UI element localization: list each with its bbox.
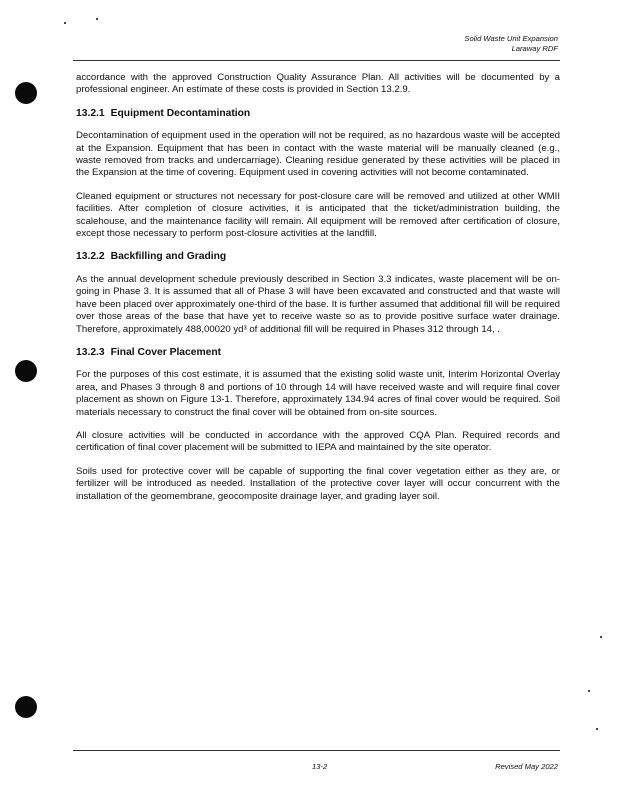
scan-speck: [64, 22, 66, 24]
scan-speck: [596, 728, 598, 730]
section-heading-13-2-2: [76, 251, 560, 263]
header-rule: [73, 60, 560, 61]
paragraph: All closure activities will be conducted in accordance with the approved CQA Plan. Required records and certification of final cover placement will be submitted to IEPA and maintained by the site operator.: [76, 429, 560, 454]
section-title: Backfilling and Grading: [110, 251, 227, 263]
paragraph: Decontamination of equipment used in the operation will not be required, as no hazardous waste will be accepted at the Expansion. Equipment that has been in contact with the waste material will be manually cleaned (e.g., waste removed from tracks and undercarriage). Cleaning residue generated by these activities will be placed in the Expansion at the time of covering. Equipment used in covering activities will not become contaminated.: [76, 130, 560, 179]
page-number: 13-2: [312, 762, 328, 771]
punch-hole-middle: [15, 360, 37, 382]
section-heading-13-2-3: [76, 347, 560, 359]
running-header: [464, 34, 558, 54]
punch-hole-bottom: [15, 696, 37, 718]
section-title: Final Cover Placement: [110, 346, 222, 358]
punch-hole-top: [15, 82, 37, 104]
section-number: 13.2.1: [76, 107, 105, 119]
paragraph: As the annual development schedule previously described in Section 3.3 indicates, waste placement will be on-going in Phase 3. It is assumed that all of Phase 3 will have been excavated and constructed and that waste will have been placed over approximately one-third of the base. It is further assumed that additional fill will be required over those areas of the base that have yet to receive waste so as to provide positive surface water drainage. Therefore, approximately 488,00020 yd³ of additional fill will be required in Phases 312 through 14, .: [76, 273, 560, 335]
intro-paragraph: accordance with the approved Construction Quality Assurance Plan. All activities will be documented by a professional engineer. An estimate of these costs is provided in Section 13.2.9.: [76, 72, 560, 96]
footer-rule: [73, 750, 560, 751]
paragraph: For the purposes of this cost estimate, it is assumed that the existing solid waste unit, Interim Horizontal Overlay area, and Phases 3 through 8 and portions of 10 through 14 will have received waste and will require final cover placement as shown on Figure 13-1. Therefore, approximately 134.94 acres of final cover would be required. Soil materials necessary to construct the final cover will be obtained from on-site sources.: [76, 369, 560, 418]
header-line-2: Laraway RDF: [511, 44, 558, 53]
section-title: Equipment Decontamination: [110, 107, 251, 119]
scan-speck: [600, 636, 602, 638]
paragraph: Cleaned equipment or structures not necessary for post-closure care will be removed and utilized at other WMII facilities. After completion of closure activities, it is anticipated that the ticket/administration building, the scalehouse, and the maintenance facility will remain. All equipment will be removed after certification of closure, except those necessary to perform post-closure activities at the landfill.: [76, 190, 560, 240]
paragraph: Soils used for protective cover will be capable of supporting the final cover vegetation either as they are, or fertilizer will be introduced as needed. Installation of the protective cover layer will occur concurrent with the installation of the geomembrane, geocomposite drainage layer, and grading layer soil.: [76, 465, 560, 502]
revision-date: Revised May 2022: [495, 762, 558, 771]
section-number: 13.2.2: [76, 251, 105, 263]
page-body: [76, 72, 560, 514]
scan-speck: [96, 18, 98, 20]
scan-speck: [588, 690, 590, 692]
section-heading-13-2-1: [76, 108, 560, 120]
header-line-1: Solid Waste Unit Expansion: [464, 34, 558, 43]
section-number: 13.2.3: [76, 346, 105, 358]
